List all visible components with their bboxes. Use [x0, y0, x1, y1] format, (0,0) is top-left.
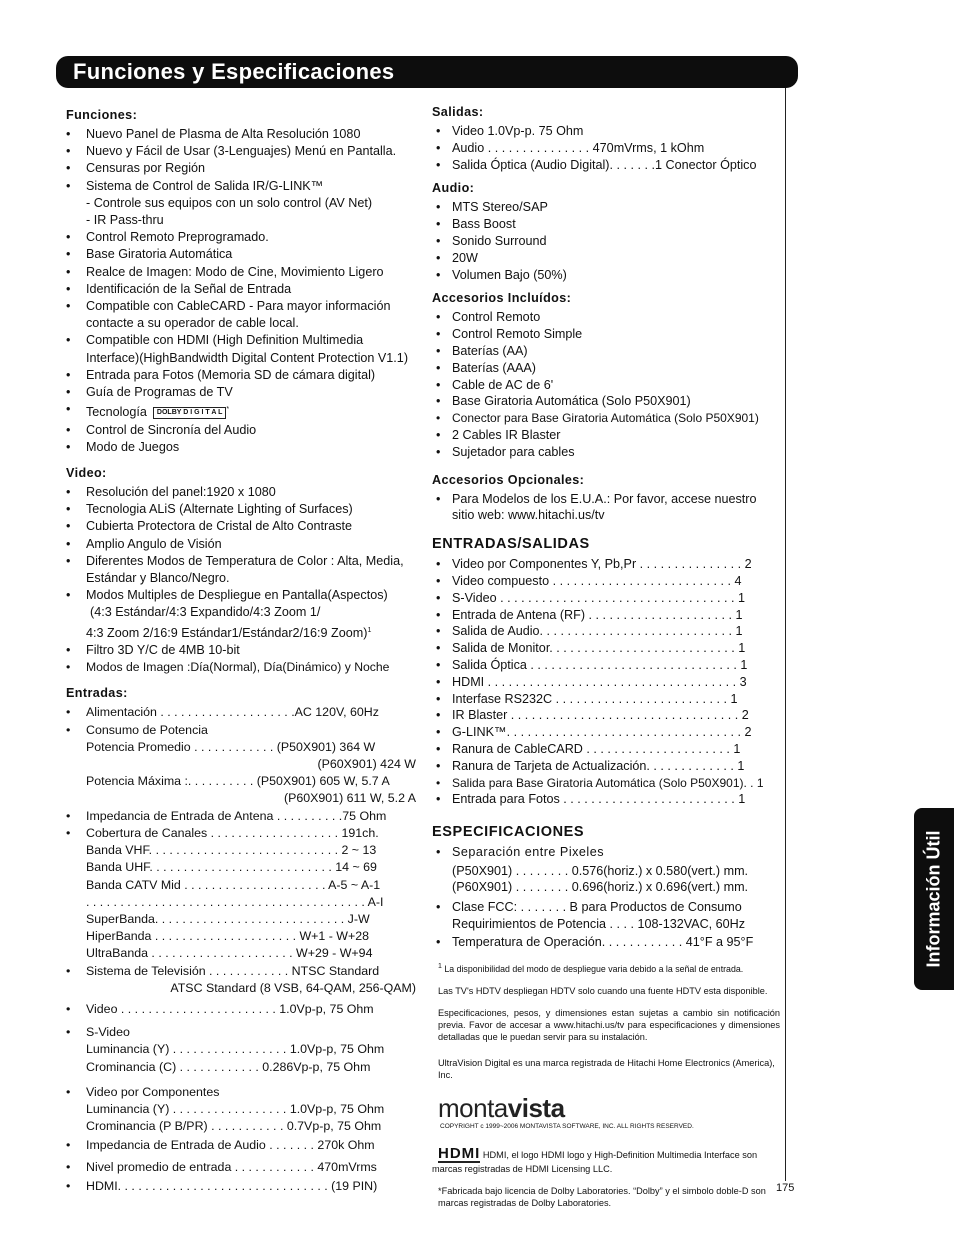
- cobertura: • Cobertura de Canales . . . . . . . . . . . . . . . . . . . 191ch.: [86, 825, 379, 840]
- list-item: • Interfase RS232C . . . . . . . . . . . . . . . . . . . . . . . . . 1: [432, 691, 780, 708]
- list-subitem: [86, 622, 416, 642]
- list-item: [432, 899, 780, 933]
- list-item: • Ranura de Tarjeta de Actualización. . . . . . . . . . . . . 1: [432, 758, 780, 775]
- salidas-list: [432, 123, 780, 173]
- list-item: • Separación entre Pixeles: [432, 844, 780, 861]
- column-divider: [785, 88, 786, 1181]
- list-item: • Temperatura de Operación. . . . . . . . . . . . 41°F a 95°F: [432, 934, 780, 951]
- list-item: [62, 722, 416, 808]
- list-item: • Nuevo y Fácil de Usar (3-Lenguajes) Menú en Pantalla.: [62, 143, 416, 160]
- list-item: • Salida de Audio. . . . . . . . . . . . . . . . . . . . . . . . . . . . 1: [432, 623, 780, 640]
- superbanda: SuperBanda. . . . . . . . . . . . . . . . . . . . . . . . . . . . J-W: [86, 911, 370, 926]
- right-column: [432, 105, 780, 1219]
- list-item: • Nuevo Panel de Plasma de Alta Resolución 1080: [62, 126, 416, 143]
- accesorios-opcionales-heading: Accesorios Opcionales:: [432, 472, 585, 487]
- list-item: • Compatible con HDMI (High Definition Multimedia Interface)(HighBandwidth Digital Content Protection V1.1): [62, 332, 416, 366]
- note-1: La disponibilidad del modo de despliegue varia debido a la señal de entrada.: [444, 964, 744, 975]
- list-item: • IR Blaster . . . . . . . . . . . . . . . . . . . . . . . . . . . . . . . . . 2: [432, 707, 780, 724]
- audio-list: [432, 199, 780, 283]
- list-item: • Bass Boost: [432, 216, 780, 233]
- glink-item-text: Sistema de Control de Salida IR/G-LINK™: [86, 178, 324, 193]
- montavista-logo: [438, 1093, 780, 1124]
- list-item: • Audio . . . . . . . . . . . . . . . 470mVrms, 1 kOhm: [432, 140, 780, 157]
- list-item: • Video compuesto . . . . . . . . . . . . . . . . . . . . . . . . . . 4: [432, 573, 780, 590]
- list-item: • Control Remoto Preprogramado.: [62, 229, 416, 246]
- list-item: • Compatible con CableCARD - Para mayor información contacte a su operador de cable local.: [62, 298, 416, 332]
- list-item: • Filtro 3D Y/C de 4MB 10-bit: [62, 642, 416, 659]
- aspect-line: 4:3 Zoom 2/16:9 Estándar1/Estándar2/16:9 Zoom): [86, 625, 368, 640]
- funciones-list: [62, 126, 416, 456]
- list-item: • Baterías (AAA): [432, 360, 780, 377]
- sistema-tv-2: ATSC Standard (8 VSB, 64-QAM, 256-QAM): [170, 980, 416, 995]
- list-item: • S-Video . . . . . . . . . . . . . . . . . . . . . . . . . . . . . . . . . . 1: [432, 590, 780, 607]
- hdmi-logo-icon: HDMI: [438, 1145, 481, 1163]
- list-item: • Impedancia de Entrada de Audio . . . . . . . 270k Ohm: [62, 1137, 416, 1154]
- list-item: • Control Remoto: [432, 309, 780, 326]
- potencia-promedio-2: (P60X901) 424 W: [317, 757, 416, 772]
- consumo-label: • Consumo de Potencia: [86, 722, 208, 737]
- list-subitem: - Controle sus equipos con un solo control (AV Net): [86, 195, 373, 210]
- footnote-mark: 1: [438, 963, 442, 971]
- dolby-logo-icon: DOLBY D I G I T A L: [153, 407, 226, 419]
- sep-p50: (P50X901) . . . . . . . . 0.576(horiz.) x 0.580(vert.) mm.: [452, 863, 749, 878]
- list-item: • Amplio Angulo de Visión: [62, 536, 416, 553]
- list-item: • MTS Stereo/SAP: [432, 199, 780, 216]
- list-item: • Salida Óptica . . . . . . . . . . . . . . . . . . . . . . . . . . . . . . 1: [432, 657, 780, 674]
- hdmi-note: HDMI, el logo HDMI logo y High-Definition Multimedia Interface son marcas registradas de HDMI Licensing LLC.: [432, 1150, 758, 1175]
- footnotes: [432, 961, 780, 1209]
- note-4: UltraVision Digital es una marca registrada de Hitachi Home Electronics (America), Inc.: [438, 1058, 775, 1081]
- list-item: • Conector para Base Giratoria Automática (Solo P50X901): [432, 410, 780, 427]
- list-item: • Entrada para Fotos . . . . . . . . . . . . . . . . . . . . . . . . . 1: [432, 791, 780, 808]
- potencia-maxima: Potencia Máxima :. . . . . . . . . . (P50X901) 605 W, 5.7 A: [86, 774, 390, 789]
- list-item: • Control Remoto Simple: [432, 326, 780, 343]
- montavista-logo-b: vista: [507, 1093, 565, 1124]
- list-item: • 20W: [432, 250, 780, 267]
- list-subitem: (4:3 Estándar/4:3 Expandido/4:3 Zoom 1/: [90, 605, 321, 620]
- funciones-heading: Funciones:: [66, 108, 138, 122]
- video-list: [62, 484, 416, 676]
- list-item: • Salida Óptica (Audio Digital). . . . . . .1 Conector Óptico: [432, 157, 780, 174]
- entradas-heading: Entradas:: [66, 686, 128, 701]
- accesorios-incluidos-list: [432, 309, 780, 460]
- list-item: • 2 Cables IR Blaster: [432, 427, 780, 444]
- list-item: • Para Modelos de los E.U.A.: Por favor, accese nuestro sitio web: www.hitachi.us/tv: [432, 491, 780, 525]
- list-item: • Sujetador para cables: [432, 444, 780, 461]
- accesorios-incluidos-heading: Accesorios Incluídos:: [432, 291, 572, 306]
- list-subitem: - IR Pass-thru: [86, 213, 164, 228]
- section-tab: [914, 808, 954, 990]
- list-item: • Base Giratoria Automática (Solo P50X901): [432, 393, 780, 410]
- list-item: [62, 1084, 416, 1136]
- comp-luminancia: Luminancia (Y) . . . . . . . . . . . . . . . . . 1.0Vp-p, 75 Ohm: [86, 1101, 385, 1116]
- list-item: [62, 178, 416, 230]
- entradas-salidas-heading: ENTRADAS/SALIDAS: [432, 536, 590, 553]
- banda-catv-2: . . . . . . . . . . . . . . . . . . . . . . . . . . . . . . . . . . . . . . . . . A-I: [86, 894, 384, 909]
- list-item: • Base Giratoria Automática: [62, 246, 416, 263]
- list-item: • Volumen Bajo (50%): [432, 267, 780, 284]
- list-item: • Modo de Juegos: [62, 439, 416, 456]
- especificaciones-list-2: [432, 899, 780, 951]
- hiperbanda: HiperBanda . . . . . . . . . . . . . . . . . . . . . W+1 - W+28: [86, 929, 370, 944]
- entradas-list: [62, 704, 416, 1194]
- sep-p60: (P60X901) . . . . . . . . 0.696(horiz.) x 0.696(vert.) mm.: [452, 879, 749, 894]
- dolby-note: *Fabricada bajo licencia de Dolby Laboratories. “Dolby” y el simbolo doble-D son marcas registradas de Dolby Laboratories.: [438, 1186, 766, 1209]
- banda-catv: Banda CATV Mid . . . . . . . . . . . . . . . . . . . . . A-5 ~ A-1: [86, 877, 381, 892]
- comp-crominancia: Crominancia (P B/PR) . . . . . . . . . . . 0.7Vp-p, 75 Ohm: [86, 1119, 382, 1134]
- page-number: 175: [776, 1182, 795, 1194]
- list-item: • Censuras por Región: [62, 160, 416, 177]
- salidas-heading: Salidas:: [432, 105, 484, 119]
- note-3: Especificaciones, pesos, y dimensiones estan sujetas a cambio sin notificación previa. Favor de accesar a www.hitachi.us/tv para especificaciones y dimensiones detalladas que le puedan servir para su instalación.: [438, 1008, 780, 1043]
- list-item: • Ranura de CableCARD . . . . . . . . . . . . . . . . . . . . . 1: [432, 741, 780, 758]
- list-item: • Control de Sincronía del Audio: [62, 422, 416, 439]
- montavista-logo-a: monta: [438, 1093, 508, 1124]
- footnote-mark: 1: [367, 626, 372, 634]
- sistema-tv: • Sistema de Televisión . . . . . . . . . . . . NTSC Standard: [86, 963, 380, 978]
- banda-uhf: Banda UHF. . . . . . . . . . . . . . . . . . . . . . . . . . . 14 ~ 69: [86, 860, 377, 875]
- entradas-salidas-list: [432, 556, 780, 808]
- list-item: • Salida para Base Giratoria Automática (Solo P50X901). . 1: [432, 775, 780, 792]
- tecnologia-text: Tecnología: [86, 405, 147, 420]
- list-item: • HDMI . . . . . . . . . . . . . . . . . . . . . . . . . . . . . . . . . . . . 3: [432, 674, 780, 691]
- page-title: Funciones y Especificaciones: [56, 56, 798, 88]
- especificaciones-heading: ESPECIFICACIONES: [432, 824, 585, 841]
- potencia-maxima-2: (P60X901) 611 W, 5.2 A: [283, 791, 416, 806]
- hdmi-note-block: [432, 1147, 780, 1175]
- section-tab-label: Información Útil: [923, 830, 944, 968]
- list-item: • Modos de Imagen :Día(Normal), Día(Dinámico) y Noche: [62, 659, 416, 676]
- list-item: • Guía de Programas de TV: [62, 384, 416, 401]
- list-item: • Baterías (AA): [432, 343, 780, 360]
- list-item: • Sonido Surround: [432, 233, 780, 250]
- list-item: • Video 1.0Vp-p. 75 Ohm: [432, 123, 780, 140]
- list-item: • Video . . . . . . . . . . . . . . . . . . . . . . . 1.0Vp-p, 75 Ohm: [62, 1001, 416, 1018]
- potencia-promedio: Potencia Promedio . . . . . . . . . . . . (P50X901) 364 W: [86, 739, 376, 754]
- list-item: • Cubierta Protectora de Cristal de Alto Contraste: [62, 518, 416, 535]
- requerimientos: Requirimientos de Potencia . . . . 108-132VAC, 60Hz: [452, 916, 746, 931]
- list-item: • Alimentación . . . . . . . . . . . . . . . . . . . .AC 120V, 60Hz: [62, 704, 416, 721]
- list-item: • Impedancia de Entrada de Antena . . . . . . . . . .75 Ohm: [62, 808, 416, 825]
- audio-heading: Audio:: [432, 181, 475, 196]
- accesorios-opcionales-list: [432, 491, 780, 525]
- list-item: [62, 825, 416, 963]
- svideo-luminancia: Luminancia (Y) . . . . . . . . . . . . . . . . . 1.0Vp-p, 75 Ohm: [86, 1042, 385, 1057]
- clase-fcc: • Clase FCC: . . . . . . . B para Productos de Consumo: [452, 899, 742, 914]
- list-item: • Entrada de Antena (RF) . . . . . . . . . . . . . . . . . . . . . 1: [432, 607, 780, 624]
- video-heading: Video:: [66, 466, 107, 481]
- list-item: • Identificación de la Señal de Entrada: [62, 281, 416, 298]
- ultrabanda: UltraBanda . . . . . . . . . . . . . . . . . . . . . W+29 - W+94: [86, 946, 373, 961]
- especificaciones-list: [432, 844, 780, 861]
- svideo-crominancia: Crominancia (C) . . . . . . . . . . . . 0.286Vp-p, 75 Ohm: [86, 1059, 371, 1074]
- list-item: • Video por Componentes Y, Pb,Pr . . . . . . . . . . . . . . . 2: [432, 556, 780, 573]
- list-item: • HDMI. . . . . . . . . . . . . . . . . . . . . . . . . . . . . . . (19 PIN): [62, 1178, 416, 1195]
- list-item: • Cable de AC de 6': [432, 377, 780, 394]
- note-2: Las TV's HDTV despliegan HDTV solo cuando una fuente HDTV esta disponible.: [438, 986, 768, 997]
- list-item: • Salida de Monitor. . . . . . . . . . . . . . . . . . . . . . . . . . . 1: [432, 640, 780, 657]
- list-item: • Tecnología DOLBY D I G I T A L *: [62, 401, 416, 421]
- list-item: [62, 1024, 416, 1076]
- montavista-copyright: COPYRIGHT c 1999~2006 MONTAVISTA SOFTWARE, INC. ALL RIGHTS RESERVED.: [440, 1123, 694, 1131]
- left-column: [62, 100, 416, 1195]
- list-item: [62, 963, 416, 997]
- aspect-text: Modos Multiples de Despliegue en Pantalla(Aspectos): [86, 588, 388, 603]
- list-item: • G-LINK™. . . . . . . . . . . . . . . . . . . . . . . . . . . . . . . . . . 2: [432, 724, 780, 741]
- list-item: • Nivel promedio de entrada . . . . . . . . . . . . 470mVrms: [62, 1159, 416, 1176]
- list-item: • Diferentes Modos de Temperatura de Color : Alta, Media, Estándar y Blanco/Negro.: [62, 553, 416, 587]
- list-item: • Tecnologia ALiS (Alternate Lighting of Surfaces): [62, 501, 416, 518]
- banda-vhf: Banda VHF. . . . . . . . . . . . . . . . . . . . . . . . . . . . 2 ~ 13: [86, 843, 377, 858]
- list-item: [62, 587, 416, 642]
- list-item: • Realce de Imagen: Modo de Cine, Movimiento Ligero: [62, 264, 416, 281]
- list-item: • Entrada para Fotos (Memoria SD de cámara digital): [62, 367, 416, 384]
- componentes: • Video por Componentes: [86, 1084, 220, 1099]
- list-item: • Resolución del panel:1920 x 1080: [62, 484, 416, 501]
- svideo: • S-Video: [86, 1025, 130, 1040]
